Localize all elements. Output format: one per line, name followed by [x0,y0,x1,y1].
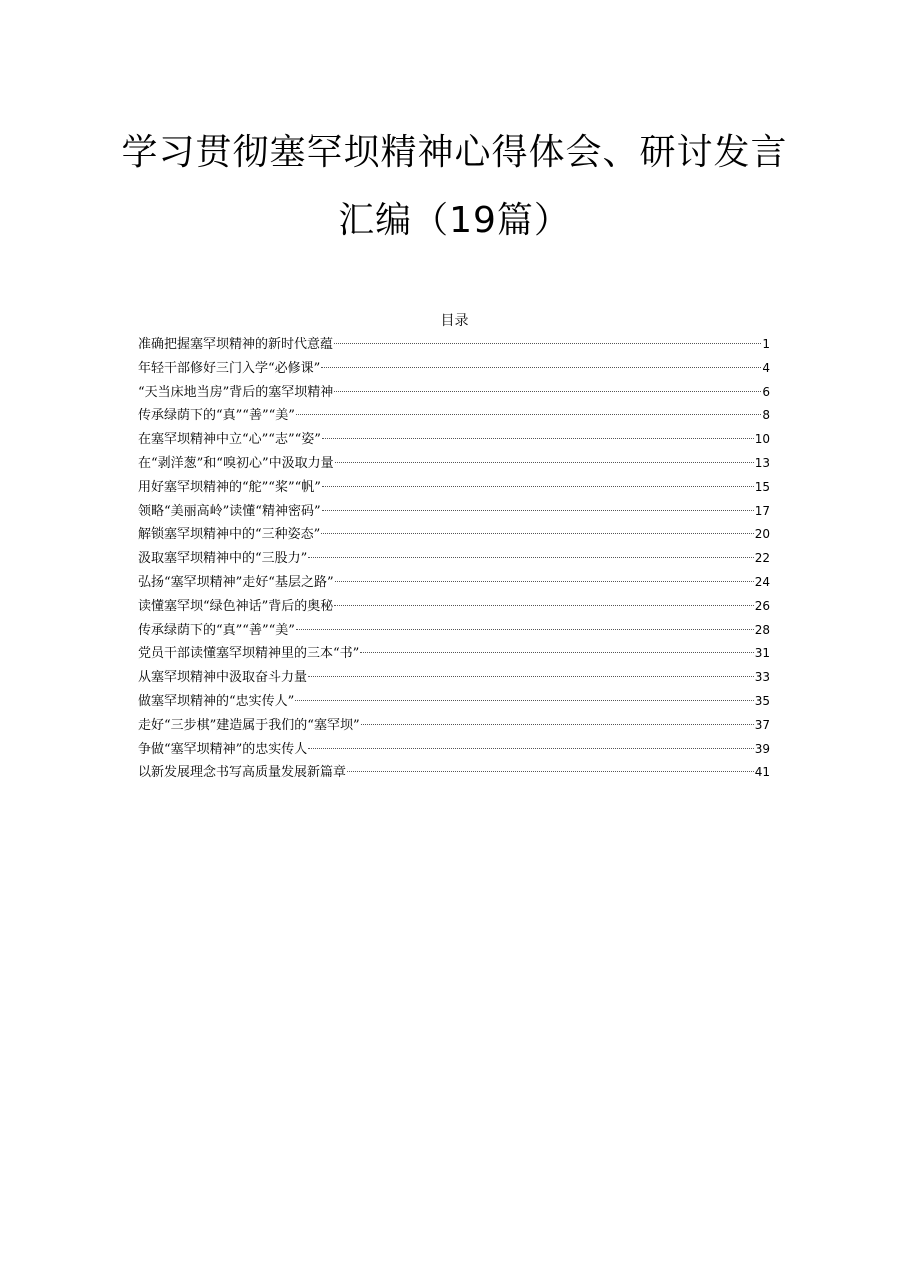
toc-entry[interactable] [138,714,770,738]
toc-dot-leader [308,557,753,558]
toc-entry-page-number: 20 [754,527,770,542]
toc-entry-page-number: 17 [754,503,770,518]
toc-dot-leader [296,629,754,630]
toc-entry[interactable] [138,738,770,762]
toc-entry[interactable] [138,500,770,524]
toc-dot-leader [361,724,754,725]
toc-entry-title: 党员干部读懂塞罕坝精神里的三本“书” [138,646,360,662]
toc-entry-title: 年轻干部修好三门入学“必修课” [138,360,321,376]
toc-entry-page-number: 33 [754,670,770,685]
toc-entry-page-number: 37 [754,717,770,732]
toc-entry-title: 领略“美丽高岭”读懂“精神密码” [138,503,321,519]
toc-entry[interactable] [138,761,770,785]
toc-entry[interactable] [138,452,770,476]
toc-dot-leader [322,438,754,439]
toc-entry-page-number: 6 [762,384,770,399]
toc-dot-leader [335,462,754,463]
toc-dot-leader [322,486,754,487]
document-title-line-1: 学习贯彻塞罕坝精神心得体会、研讨发言 [121,132,788,173]
toc-entry-title: 读懂塞罕坝“绿色神话”背后的奥秘 [138,598,334,614]
toc-entry-page-number: 8 [762,408,770,423]
toc-dot-leader [334,343,761,344]
toc-entry-title: 准确把握塞罕坝精神的新时代意蕴 [138,337,334,352]
toc-entry-page-number: 1 [762,337,770,351]
toc-entry-page-number: 28 [754,622,770,637]
toc-entry-title: 用好塞罕坝精神的“舵”“桨”“帆” [138,479,321,495]
toc-entry-page-number: 10 [754,432,770,447]
toc-entry[interactable] [138,476,770,500]
toc-entry-page-number: 35 [754,693,770,708]
toc-entry-title: 在塞罕坝精神中立“心”“志”“姿” [138,432,321,448]
toc-dot-leader [308,676,754,677]
toc-entry-title: “天当床地当房”背后的塞罕坝精神 [138,384,334,400]
toc-entry[interactable] [138,666,770,690]
toc-dot-leader [308,748,753,749]
toc-entry-page-number: 15 [754,479,770,494]
toc-entry-title: 从塞罕坝精神中汲取奋斗力量 [138,670,308,686]
toc-entry[interactable] [138,357,770,381]
toc-entry-title: 弘扬“塞罕坝精神”走好“基层之路” [138,574,334,590]
toc-heading: 目录 [440,313,469,329]
toc-dot-leader [322,510,754,511]
toc-entry[interactable] [138,547,770,571]
toc-entry[interactable] [138,381,770,405]
toc-entry-title: 走好“三步棋”建造属于我们的“塞罕坝” [138,717,360,733]
toc-entry-page-number: 24 [754,574,770,589]
toc-entry-title: 以新发展理念书写高质量发展新篇章 [138,765,347,781]
toc-entry-page-number: 26 [754,598,770,613]
toc-dot-leader [334,605,753,606]
toc-entry-page-number: 4 [762,360,770,375]
toc-entry[interactable] [138,404,770,428]
toc-dot-leader [347,771,754,772]
toc-dot-leader [321,367,761,368]
toc-entry-page-number: 13 [754,455,770,470]
toc-entry-page-number: 39 [754,741,770,756]
toc-entry-title: 在“剥洋葱”和“嗅初心”中汲取力量 [138,455,334,471]
toc-dot-leader [321,533,753,534]
toc-entry[interactable] [138,523,770,547]
toc-entry-page-number: 22 [754,551,770,566]
toc-dot-leader [334,391,761,392]
toc-dot-leader [295,700,753,701]
toc-entry-title: 传承绿荫下的“真”“善”“美” [138,622,295,638]
toc-entry[interactable] [138,642,770,666]
toc-entry-title: 传承绿荫下的“真”“善”“美” [138,408,295,424]
toc-entry[interactable] [138,428,770,452]
toc-entry-page-number: 31 [754,646,770,661]
toc-entry-title: 解锁塞罕坝精神中的“三种姿态” [138,527,321,543]
toc-entry[interactable] [138,571,770,595]
toc-dot-leader [360,652,753,653]
table-of-contents [138,333,770,785]
toc-entry[interactable] [138,690,770,714]
toc-entry[interactable] [138,595,770,619]
toc-entry-title: 做塞罕坝精神的“忠实传人” [138,693,295,709]
toc-dot-leader [335,581,754,582]
toc-entry-title: 争做“塞罕坝精神”的忠实传人 [138,741,308,757]
toc-entry[interactable] [138,333,770,357]
toc-entry-page-number: 41 [754,765,770,780]
document-title-line-2: 汇编（19篇） [338,200,571,241]
toc-entry[interactable] [138,619,770,643]
toc-entry-title: 汲取塞罕坝精神中的“三股力” [138,551,308,567]
toc-dot-leader [296,414,761,415]
